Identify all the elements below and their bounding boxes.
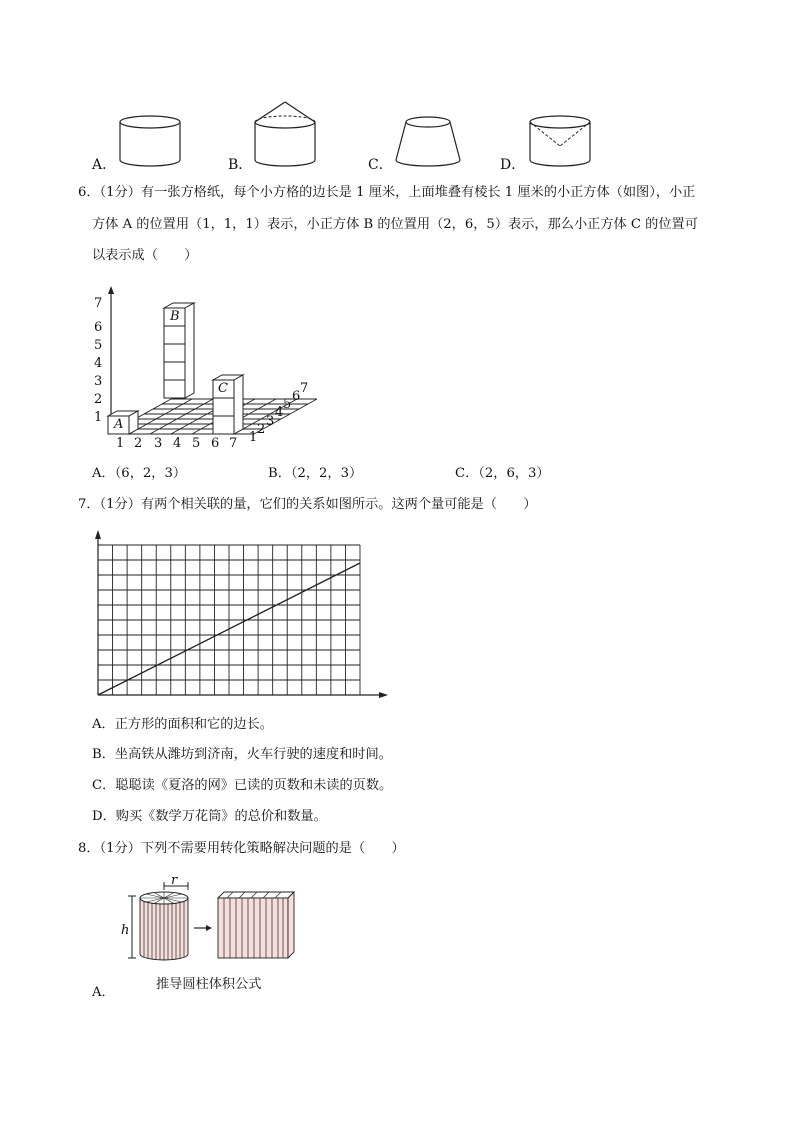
q6-z-tick: 5 [94, 338, 103, 353]
q5-figure-cone-on-cylinder [245, 96, 325, 170]
q6-depth-tick: 2 [257, 422, 266, 437]
q5-figure-frustum [388, 110, 468, 170]
q6-z-tick: 6 [94, 320, 103, 335]
q6-z-tick: 4 [94, 356, 103, 371]
q5-figure-cylinder [110, 110, 190, 170]
q6-option-a[interactable]: A．（6，2，3） [92, 466, 187, 481]
q6-x-tick: 1 [116, 436, 125, 451]
q6-depth-tick: 1 [249, 430, 258, 445]
q6-depth-tick: 4 [275, 405, 284, 420]
q5-option-b-label[interactable]: B． [228, 157, 253, 173]
q7-option-b[interactable]: B．坐高铁从潍坊到济南，火车行驶的速度和时间。 [92, 747, 392, 762]
q7-option-c[interactable]: C．聪聪读《夏洛的网》已读的页数和未读的页数。 [92, 778, 393, 793]
q6-x-tick: 6 [211, 436, 220, 451]
q6-x-tick: 4 [173, 436, 182, 451]
question-8 [0, 836, 794, 1016]
q8-radius-label: r [171, 873, 178, 888]
q5-option-a-label[interactable]: A． [92, 157, 117, 173]
q8-height-label: h [121, 923, 130, 938]
q5-option-d-label[interactable]: D． [500, 157, 526, 173]
q7-option-a[interactable]: A．正方形的面积和它的边长。 [92, 717, 273, 732]
q8-figure-caption: 推导圆柱体积公式 [156, 977, 262, 992]
q6-x-tick: 7 [229, 436, 238, 451]
question-7 [0, 490, 794, 830]
q6-option-b[interactable]: B．（2，2，3） [268, 466, 363, 481]
q6-stem-line3: 以表示成（ ） [92, 248, 198, 263]
q7-line-graph [88, 528, 392, 700]
q6-depth-tick: 7 [300, 381, 309, 396]
q6-z-tick: 1 [94, 410, 103, 425]
q8-stem: 8．（1分）下列不需要用转化策略解决问题的是（ ） [78, 841, 405, 856]
q6-x-tick: 2 [134, 436, 143, 451]
q6-stem-line2: 方体 A 的位置用（1，1，1）表示，小正方体 B 的位置用（2，6，5）表示，那么小正方体 C 的位置可 [92, 217, 698, 232]
q6-depth-tick: 3 [266, 414, 275, 429]
q5-figure-cylinder-with-cone-hole [520, 110, 600, 170]
q6-z-tick: 2 [94, 392, 103, 407]
q6-z-tick: 7 [94, 296, 103, 311]
q6-depth-tick: 5 [283, 397, 292, 412]
q6-cube-label-a: A [114, 417, 124, 432]
q6-cube-label-c: C [218, 381, 228, 396]
q6-stem-line1: 6．（1分）有一张方格纸，每个小方格的边长是 1 厘米，上面堆叠有棱长 1 厘米的小正方体（如图），小正 [78, 185, 696, 200]
q6-x-tick: 3 [154, 436, 163, 451]
question-6 [0, 180, 794, 490]
q7-option-d[interactable]: D．购买《数学万花筒》的总价和数量。 [92, 809, 327, 824]
q5-options [0, 0, 794, 180]
q8-option-a[interactable]: A． [92, 985, 115, 1000]
q6-option-c[interactable]: C．（2，6，3） [455, 466, 550, 481]
q6-z-tick: 3 [94, 374, 103, 389]
q7-stem: 7．（1分）有两个相关联的量，它们的关系如图所示。这两个量可能是（ ） [78, 497, 537, 512]
q5-option-c-label[interactable]: C． [368, 157, 393, 173]
q6-depth-tick: 6 [292, 389, 301, 404]
q6-cube-label-b: B [170, 309, 180, 324]
q6-x-tick: 5 [192, 436, 201, 451]
q8-cylinder-transform-figure [110, 872, 310, 964]
